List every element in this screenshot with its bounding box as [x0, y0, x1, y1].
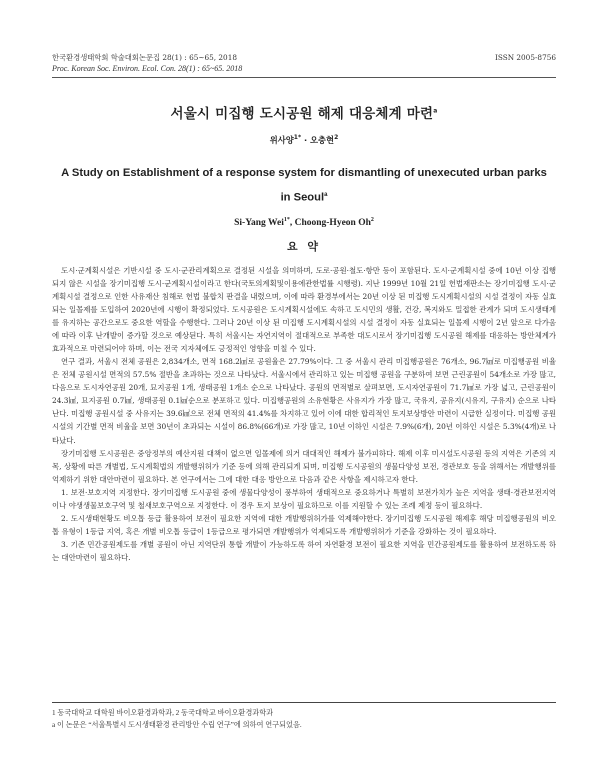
- paragraph: 장기미집행 도시공원은 중앙정부의 예산지원 대책이 없으면 일몰제에 의거 대대적인 해제가 불가피하다. 해제 이후 미시설도시공원 등의 지역은 기존의 지목, 상황에 따른 개별법, 도시계획법의 개발행위허가 기준 등에 의해 관리되게 되며, 미집행 도시공원의 생물다양성 보전, 경관보호 등을 위해서는 개발행위를 억제하기 위한 대안마련이 필요하다. 본 연구에서는 그에 대한 대응 방안으로 다음과 같은 사항을 제시하고자 한다.: [52, 448, 556, 484]
- title-korean: [52, 102, 556, 122]
- paragraph: 1. 보전·보호지역 지정한다. 장기미집행 도시공원 중에 생물다양성이 풍부하여 생태적으로 중요하거나 특별히 보전가치가 높은 지역을 생태·경관보전지역이나 야생생물보호구역 및 철새보호구역으로 지정한다. 이 경우 토지 보상이 필요하므로 이를 지원할 수 있는 조례 제정 등이 필요하다.: [52, 487, 556, 510]
- abstract-heading: 요 약: [286, 239, 322, 253]
- paragraph: 도시·군계획시설은 기반시설 중 도시·군관리계획으로 결정된 시설을 의미하며, 도로·공원·철도·항만 등이 포함된다. 도시·군계획시설 중에 10년 이상 집행되지 않은 시설을 장기미집행 도시·군계획시설이라고 한다(국토의계획및이용에관한법률 시행령). 지난 1999년 10월 21일 헌법재판소는 장기미집행 도시·군계획시설 결정으로 인한 사유재산 침해로 헌법 불합치 판결을 내렸으며, 이에 따라 환경부에서는 20년 이상 된 미집행 도시계획시설의 시설 결정이 자동 실효되는 일몰제를 도입하여 2020년에 시행이 확정되었다. 도시공원은 도시계획시설에도 속하고 도시민의 생활, 건강, 복지와도 밀접한 관계가 되며 도시생태계를 유지하는 공간으로도 중요한 역할을 수행한다. 그러나 20년 이상 된 미집행 도시계획시설의 시설 결정이 자동 실효되는 일몰제 시행이 2년 앞으로 다가옴에 따라 이후 난개발이 증가할 것으로 예상된다. 특히 서울시는 자연지역이 절대적으로 부족한 대도시로서 장기미집행 도시공원 해제를 대응하는 방안체계가 효과적으로 마련되어야 하며, 이는 전국 지자체에도 긍정적인 영향을 미칠 수 있다.: [52, 265, 556, 354]
- author1-en-sup: 1*: [283, 216, 290, 223]
- author2-ko: 오충현: [310, 135, 335, 145]
- author1-ko: 위사양: [269, 135, 294, 145]
- journal-citation-en: Proc. Korean Soc. Environ. Ecol. Con. 28(1) : 65~65. 2018: [52, 64, 243, 73]
- author1-en: Si-Yang Wei: [234, 217, 284, 228]
- journal-header-en: [52, 63, 556, 74]
- author-sep-ko: ·: [301, 135, 311, 145]
- author2-ko-sup: 2: [334, 134, 339, 142]
- authors-english: [52, 217, 556, 228]
- journal-citation-ko: 한국환경생태학회 학술대회논문집 28(1) : 65~65, 2018: [52, 53, 237, 62]
- title-english: [52, 162, 556, 209]
- author2-en: Choong-Hyeon Oh: [294, 217, 371, 228]
- author-sep-en: ,: [289, 217, 295, 228]
- footnote-affiliations: 1 동국대학교 대학원 바이오환경과학과, 2 동국대학교 바이오환경과학과: [52, 709, 274, 717]
- paragraph: 3. 기존 민간공원제도를 개별 공원이 아닌 지역단위 통합 개발이 가능하도록 하여 자연환경 보전이 필요한 지역을 민간공원제도를 활용하여 보전하도록 하는 대안마련이 필요하다.: [52, 539, 556, 562]
- title-korean-sup: a: [433, 107, 438, 115]
- title-english-sup: a: [324, 192, 328, 198]
- title-english-line2-wrap: [52, 184, 556, 209]
- title-korean-text: 서울시 미집행 도시공원 해제 대응체계 마련: [170, 106, 434, 122]
- header-rule: [52, 77, 556, 78]
- author1-ko-sup: 1*: [293, 134, 302, 142]
- footnotes: [52, 702, 556, 731]
- issn: ISSN 2005-8756: [494, 53, 556, 62]
- abstract-body: [52, 264, 556, 564]
- journal-header: [52, 52, 556, 63]
- authors-korean: [52, 134, 556, 146]
- title-english-line1: A Study on Establishment of a response system for dismantling of unexecuted urban parks: [61, 167, 547, 179]
- footnote-funding: a 이 논문은 “서울특별시 도시생태환경 관리방안 수립 연구”에 의하여 연구되었음.: [52, 721, 302, 729]
- title-english-line2: in Seoul: [280, 191, 325, 204]
- paragraph: 2. 도시생태현황도 비오톱 등급 활용하여 보전이 필요한 지역에 대한 개발행위허가를 억제해야한다. 장기미집행 도시공원 해제후 해당 미집행공원의 비오톱 유형이 1등급 지역, 혹은 개별 비오톱 등급이 1등급으로 평가되면 개발행위가 억제되도록 개발행위허가 기준을 강화하는 것이 필요하다.: [52, 513, 556, 536]
- paragraph: 연구 결과, 서울시 전체 공원은 2,834개소, 면적 168.2㎢로 공원율은 27.79%이다. 그 중 서울시 관리 미집행공원은 76개소, 96.7㎢로 미집행공원 비율은 전체 공원시설 면적의 57.5% 절반을 초과하는 것으로 나타났다. 서울시에서 관리하고 있는 미집행 공원을 구분하여 보면 근린공원이 54개소로 가장 많고, 다음으로 도시자연공원 20개, 묘지공원 1개, 생태공원 1개소 순으로 나타났다. 공원의 면적별로 살펴보면, 도시자연공원이 71.7㎢로 가장 넓고, 근린공원이 24.3㎢, 묘지공원 0.7㎢, 생태공원 0.1㎢순으로 분포하고 있다. 미집행공원의 소유현황은 사유지가 가장 많고, 국유지, 공유지(시유지, 구유지) 순으로 나타난다. 미집행 공원시설 중 사유지는 39.6㎢으로 전체 면적의 41.4%를 차지하고 있어 이에 대한 합리적인 토지보상방안 마련이 시급한 실정이다. 미집행 공원시설의 기간별 면적 비율을 보면 30년이 초과되는 시설이 86.8%(66개)로 가장 많고, 10년 이하인 시설은 7.9%(6개), 20년 이하인 시설은 5.3%(4개)로 나타났다.: [52, 357, 556, 445]
- footnote-rule: [52, 702, 556, 703]
- author2-en-sup: 2: [370, 216, 374, 223]
